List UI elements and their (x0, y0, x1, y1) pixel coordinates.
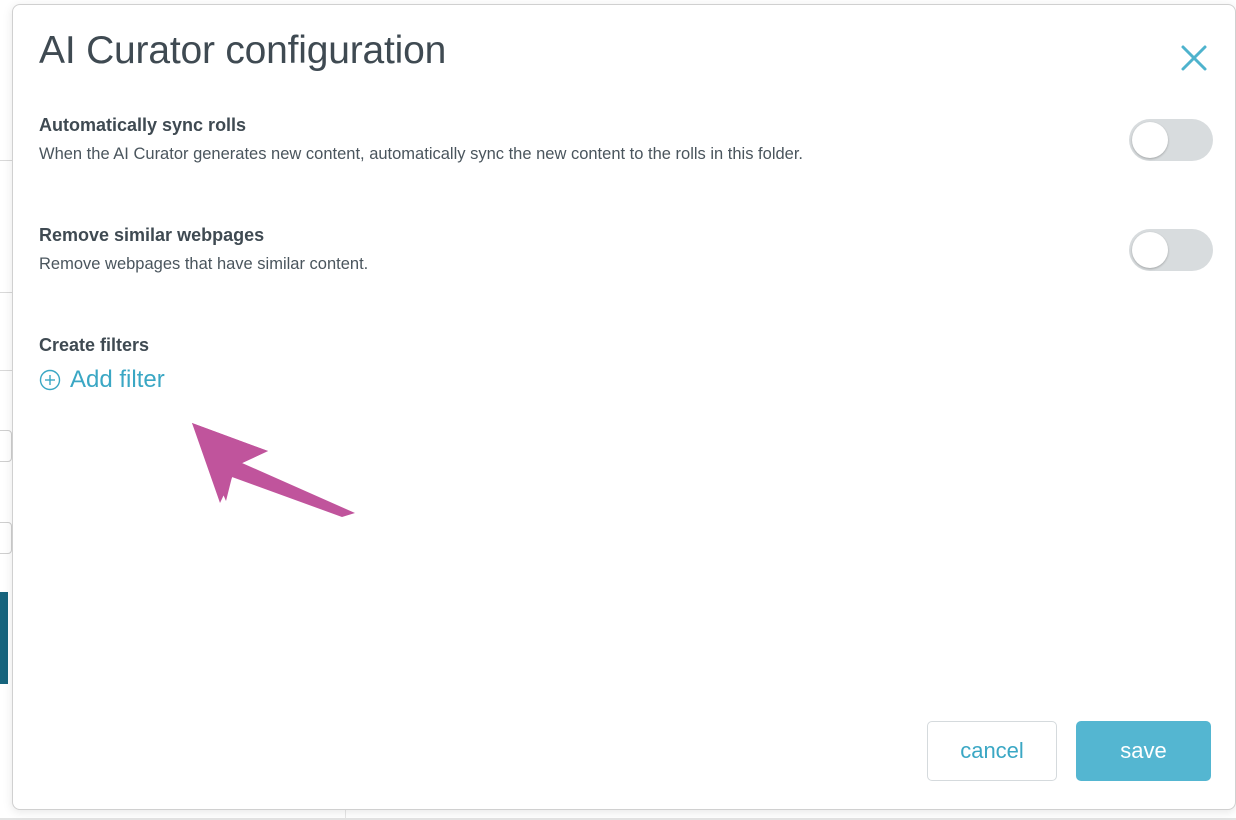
setting-description: Remove webpages that have similar content. (39, 255, 369, 273)
plus-circle-icon (39, 369, 61, 391)
setting-remove-similar-webpages (39, 225, 1209, 275)
background-left-rail (0, 0, 8, 820)
setting-description: When the AI Curator generates new content, automatically sync the new content to the rolls in this folder. (39, 145, 804, 163)
dialog-title: AI Curator configuration (39, 29, 447, 72)
add-filter-button[interactable] (39, 366, 165, 394)
setting-title: Automatically sync rolls (39, 115, 247, 135)
setting-title: Remove similar webpages (39, 225, 265, 245)
save-button[interactable]: save (1076, 721, 1211, 781)
toggle-knob (1132, 232, 1168, 268)
cancel-button[interactable]: cancel (927, 721, 1057, 781)
background-list-item (0, 522, 12, 554)
create-filters-section (39, 335, 165, 396)
add-filter-label: Add filter (70, 366, 165, 393)
create-filters-title: Create filters (39, 335, 150, 355)
toggle-automatically-sync-rolls[interactable] (1129, 119, 1213, 161)
background-selected-item (0, 592, 8, 684)
setting-automatically-sync-rolls (39, 115, 1209, 165)
background-list-item (0, 430, 12, 462)
toggle-remove-similar-webpages[interactable] (1129, 229, 1213, 271)
ai-curator-configuration-dialog (12, 4, 1236, 810)
toggle-knob (1132, 122, 1168, 158)
close-icon[interactable] (1175, 39, 1213, 77)
